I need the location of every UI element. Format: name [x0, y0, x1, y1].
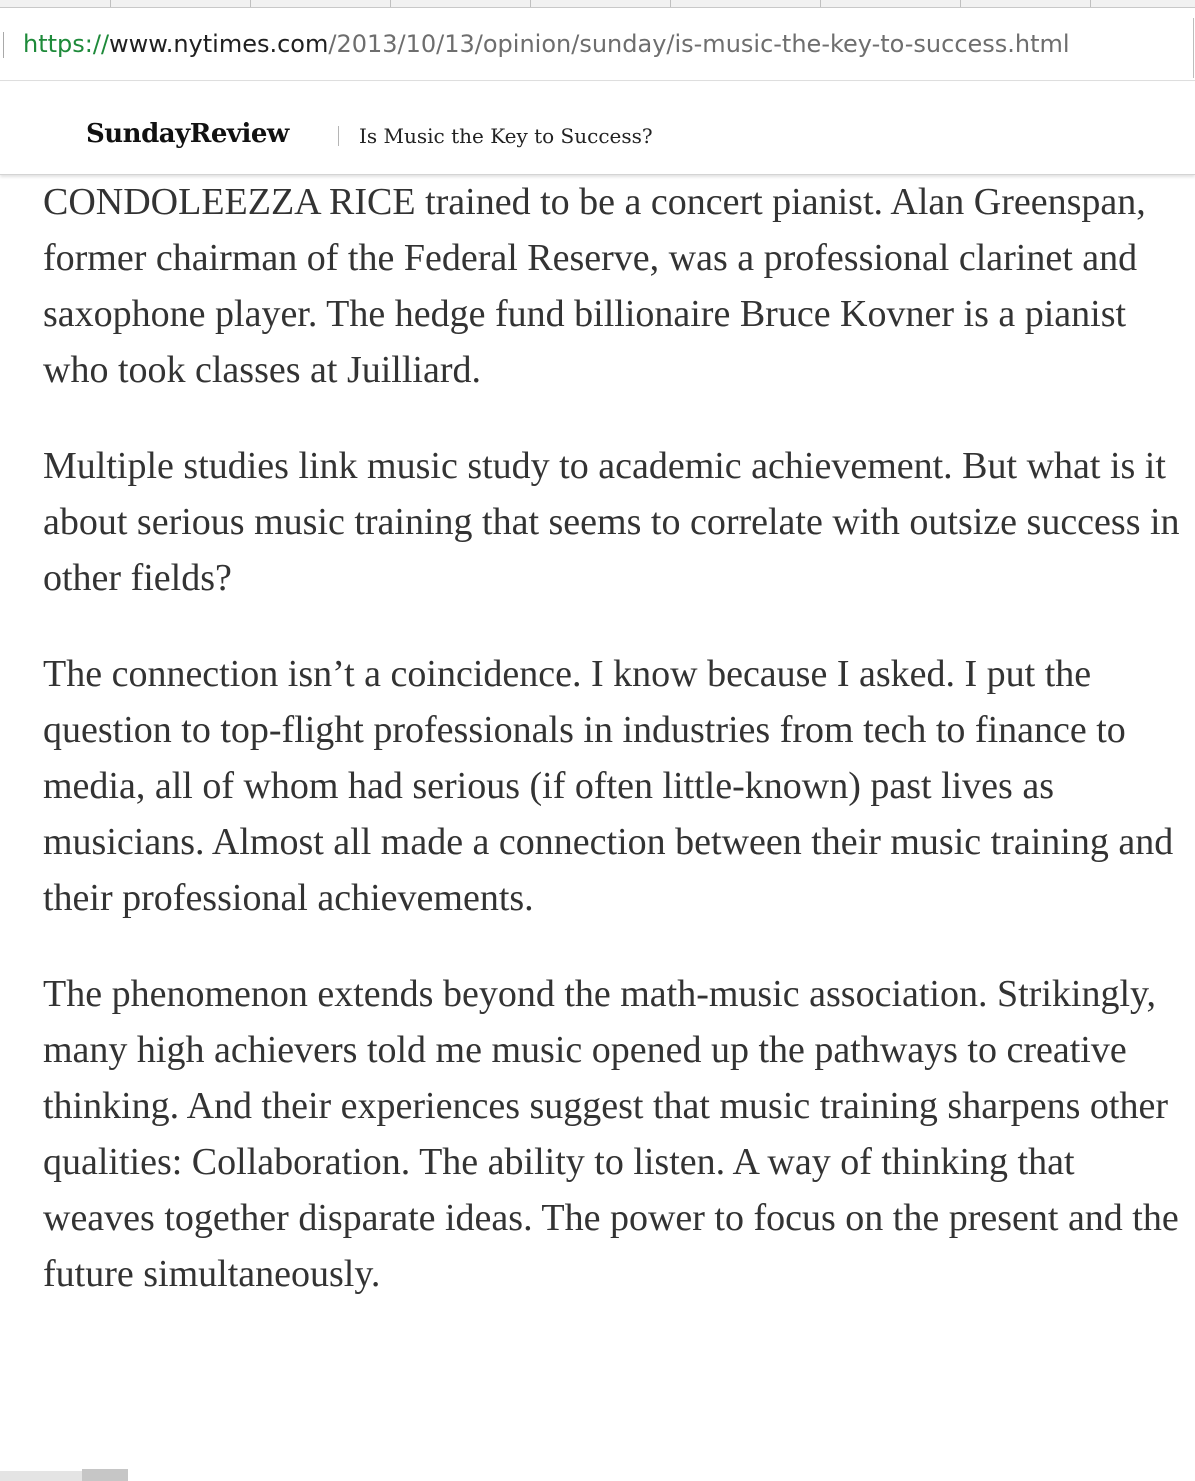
article-paragraph: The phenomenon extends beyond the math-music association. Strikingly, many high achievers told me music opened up the pathways to creative thinking. And their experiences suggest that music training sharpens other qualities: Collaboration. The ability to listen. A way of thinking that weaves together disparate ideas. The power to focus on the present and the future simultaneously.: [43, 973, 1179, 1295]
tab-divider: [1090, 0, 1091, 7]
tab-divider: [250, 0, 251, 7]
tab-divider: [820, 0, 821, 7]
browser-tab-strip: [0, 0, 1195, 8]
article-headline: Is Music the Key to Success?: [359, 124, 653, 148]
tab-divider: [670, 0, 671, 7]
url-path: /2013/10/13/opinion/sunday/is-music-the-key-to-success.html: [328, 30, 1070, 58]
tab-divider: [110, 0, 111, 7]
article-body: [43, 174, 1188, 1342]
sticky-masthead: [0, 82, 1195, 175]
address-bar-edge: [1193, 18, 1194, 78]
address-bar-edge: [3, 32, 4, 58]
tab-divider: [530, 0, 531, 7]
tab-divider: [390, 0, 391, 7]
url-scheme: https://: [23, 30, 110, 58]
section-name-link[interactable]: SundayReview: [86, 119, 289, 149]
horizontal-scrollbar[interactable]: [0, 1463, 1195, 1481]
article-paragraph: Multiple studies link music study to academic achievement. But what is it about serious music training that seems to correlate with outsize success in other fields?: [43, 445, 1180, 599]
scrollbar-thumb[interactable]: [82, 1469, 128, 1481]
url-text[interactable]: [23, 28, 1070, 60]
article-paragraph: The connection isn’t a coincidence. I know because I asked. I put the question to top-flight professionals in industries from tech to finance to media, all of whom had serious (if often little-known) past lives as musicians. Almost all made a connection between their music training and their professional achievements.: [43, 653, 1174, 919]
article-paragraph: CONDOLEEZZA RICE trained to be a concert pianist. Alan Greenspan, former chairman of the Federal Reserve, was a professional clarinet and saxophone player. The hedge fund billionaire Bruce Kovner is a pianist who took classes at Juilliard.: [43, 181, 1146, 391]
address-bar[interactable]: [0, 8, 1195, 81]
url-domain: www.nytimes.com: [109, 30, 329, 58]
masthead-divider: [338, 126, 339, 146]
tab-divider: [960, 0, 961, 7]
